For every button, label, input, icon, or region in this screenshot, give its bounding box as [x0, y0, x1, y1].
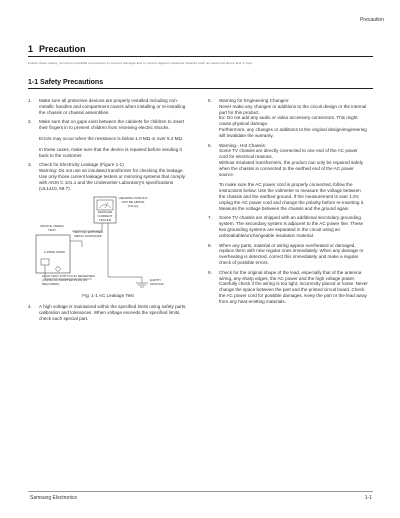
list-item-7: [208, 215, 368, 238]
item-text: Ex: Do not add any audio or video accessory connectors. This might cause physical damage.: [219, 115, 358, 127]
list-item-3: [28, 162, 188, 191]
cord-label: 2-WIRE CORD: [44, 250, 65, 255]
reading-label: (READING SHOULD NOT BE ABOVE 0.5mA): [118, 196, 148, 208]
item-text: In these cases, make sure that the device is repaired before sending it back to the customer.: [39, 146, 182, 158]
list-item-8: [208, 243, 368, 266]
left-column: [28, 98, 188, 326]
page-title: [28, 44, 373, 57]
figure-caption: Fig. 1-1 AC Leakage Test: [82, 293, 134, 299]
footer-rule: [28, 491, 373, 492]
title-block: [28, 44, 373, 65]
item-number: 7.: [208, 215, 212, 221]
item-text: Without insulated transformers, the product can only be repaired safely when the chassis is connected to the earthed end of the AC power source.: [219, 159, 364, 177]
list-item-1: [28, 98, 188, 115]
chapter-number: 1: [28, 44, 34, 54]
item-text: Check for the original shape of the lead, especially that of the antenna wiring, any sharp edges, the AC power and the high voltage power. Carefully check if the wiring is too tight, incorrectly placed or loose. Never change the space between the part and the printed circuit board. Check the AC power cord for possible damages. Keep the part or the lead away from any heat-emitting materials.: [219, 269, 368, 304]
list-item-9: [208, 270, 368, 305]
item-text: A high voltage is maintained within the specified limits using safety parts, calibration and tolerances. When voltage exceeds the specified limits, check each special part.: [39, 304, 187, 321]
exposed-metal-label: TEST ALL EXPOSED METAL SURFACES: [73, 230, 103, 238]
list-item-6: [208, 143, 368, 212]
item-text: When any parts, material or wiring appear overheated or damaged, replace them with new regular ones immediately. When any damage or overheating is detected, correct this immediately and make a regular check of possible errors.: [219, 242, 364, 265]
item-text: Warning for Engineering Changes:: [219, 98, 290, 103]
footer-brand: Samsung Electronics: [30, 495, 77, 501]
item-text: Errors may occur when the resistance is below 1.0 MΩ or over 5.2 MΩ.: [39, 135, 184, 141]
item-text: To make sure the AC power cord is properly connected, follow the instructions below: Use the voltmeter to measure the voltage between the chassis and the earthed ground. If the measurement is over 1.0V, unplug the AC power cord and change the polarity before re-inserting it. Measure the voltage between the chassis and the ground again.: [219, 182, 365, 211]
chapter-title: Precaution: [39, 44, 86, 54]
meter-face-icon: [97, 200, 113, 210]
item-text: Some TV chassis are directly connected to one end of the AC power cord for electrical reasons.: [219, 148, 358, 160]
item-number: 8.: [208, 242, 212, 248]
item-number: 1.: [28, 98, 32, 103]
page-number: 1-1: [364, 495, 372, 501]
running-header: Precaution: [360, 17, 384, 23]
item-text: Some TV chassis are shipped with an additional secondary grounding system. The secondary system is adjacent to the AC power line. These two grounding systems are separated in the circuit using an unbreakable/unchangeable insulation material.: [219, 215, 364, 238]
plug-reversed-label: ALSO TEST WITH PLUG REVERSED (USING AC ADAPTER PLUG AS REQUIRED): [42, 274, 95, 286]
item-number: 6.: [208, 142, 212, 148]
item-text: Warning - Hot Chassis:: [219, 142, 267, 148]
item-number: 2.: [28, 119, 32, 125]
list-item-2: [28, 119, 188, 158]
right-column: [208, 98, 368, 309]
leakage-test-figure: [32, 195, 182, 291]
item-text: Check for Electricity Leakage (Figure 1-1): [39, 162, 124, 168]
list-item-4: [28, 304, 188, 321]
item-number: 5.: [208, 98, 212, 103]
section-title: 1-1 Safety Precautions: [28, 79, 373, 89]
earth-ground-label: EARTH GROUND: [150, 278, 164, 286]
device-knob-icon: [56, 267, 60, 271]
item-text: Warning: Do not use an insulated transformer for checking the leakage. Use only those current leakage testers or mirroring systems that comply with ANSI C 101.1 and the Underwriter Laboratory's specifications (UL1410, 59.7).: [39, 168, 186, 191]
plug-icon: [41, 259, 49, 265]
item-text: Make sure all protective devices are properly installed including non-metallic handles and compartment covers when installing or re-installing the chassis or chassis assemblies.: [39, 98, 186, 115]
item-text: Make sure that no gaps exist between the cabinets for children to insert their fingers in to prevent children from receiving electric shocks.: [39, 119, 185, 131]
item-text: Furthermore, any changes or additions to the original design/engineering will invalidate the warranty.: [219, 126, 367, 138]
item-number: 4.: [28, 304, 32, 310]
item-number: 3.: [28, 162, 32, 168]
list-item-5: [208, 98, 368, 139]
tester-label: LEAKAGE CURRENT TESTER: [97, 210, 113, 222]
device-label: DEVICE UNDER TEST: [40, 224, 64, 232]
item-text: Never make any changes or additions to the circuit design or the internal part for this product.: [219, 103, 367, 115]
item-number: 9.: [208, 269, 212, 275]
intro-text: Follow these safety, servicing and ESD precautions to prevent damage and to protect against potential hazards such as electrical shock and X-rays.: [28, 61, 254, 65]
